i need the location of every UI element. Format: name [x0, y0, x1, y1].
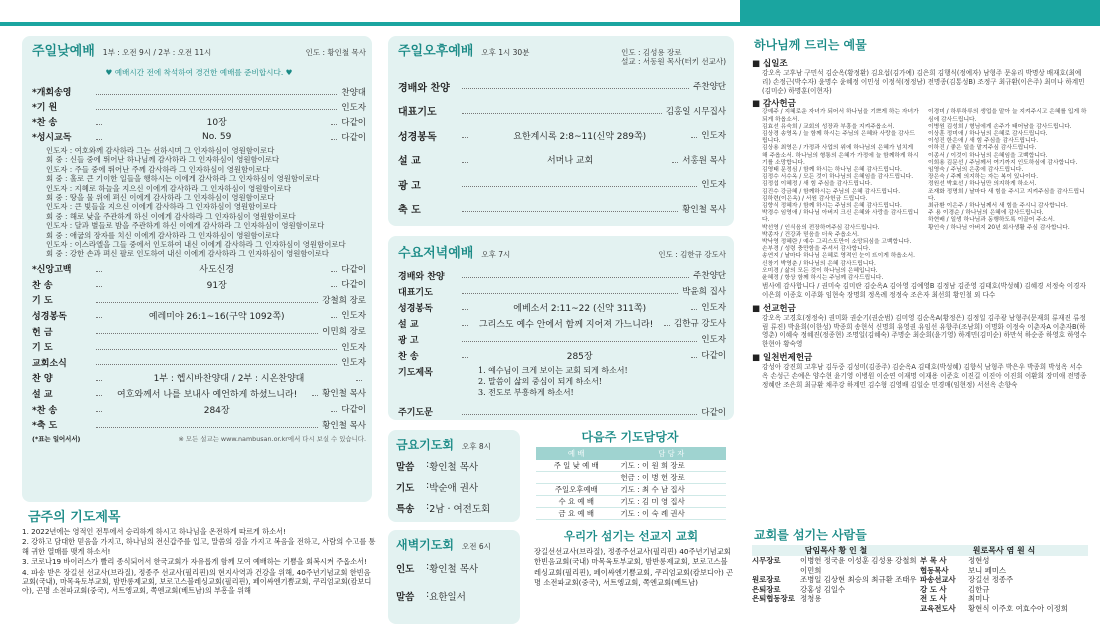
- servant-role: 은퇴협동장로: [752, 594, 795, 604]
- program-label: 찬 송: [32, 280, 53, 291]
- missions: [528, 528, 734, 589]
- thanks-entry: 김정수 서수옥 / 모든 것이 하나님의 은혜임을 감사드립니다.: [762, 174, 914, 181]
- thanks-entry: 조재화 정명희 / 날마다 새 힘을 주시고 지켜주심을 감사드립니다.: [928, 188, 1085, 202]
- prayer-topic-item: 2. 강하고 담대한 믿음을 가지고, 하나님의 전신갑주를 입고, 말씀의 검을 가지고 복음을 전하고, 사람의 수고를 통해 귀한 열매를 맺게 하소서!: [22, 537, 376, 556]
- responsive-reading-line: 인도자 : 이스라엘을 그들 중에서 인도하여 내신 이에게 감사하라 그 인자하심이 영원함이로다: [46, 240, 346, 250]
- missions-title: 우리가 섬기는 선교지 교회: [563, 529, 699, 543]
- program-person: 인도자: [701, 180, 726, 191]
- prayer-topic-item: 4. 파송 받은 장길선 선교사(브라질), 정종주 선교사(필리핀)의 현지사역과 건강을 위해, 40주년기념교회 한빈음교회(국내), 마목육토부교회, 밤반롱제교회, 보로고스블레싱교회(필리핀), 페이싸엔기쁨교회, 쿠리엄교회(캄보디아), 곤명 소전파교회(중국), 서트엥교회, 쪽엔교회(베트남)의 부흥을 위해: [22, 567, 372, 596]
- program-label: 교회소식: [32, 358, 67, 369]
- program-person: 인도자: [701, 303, 726, 313]
- program-content: 10장: [206, 118, 227, 128]
- program-label: 경배와 찬양: [398, 82, 450, 94]
- program-content: 서머나 교회: [546, 156, 594, 167]
- responsive-reading-line: 인도자 : 지혜로 하늘을 지으신 이에게 감사하라 그 인자하심이 영원함이로다: [46, 183, 291, 193]
- sunday-pm-sermon: 설교 : 서동원 목사(터키 선교사): [621, 57, 726, 66]
- emeritus-pastor: 원로목사 염 원 식: [972, 546, 1036, 555]
- thanks-entry: 박낙영 정혜란 / 예수 그리스도만이 소망되심을 고백합니다.: [762, 239, 912, 246]
- wednesday-prayer-item: 3. 전도로 부흥하게 하소서!: [478, 388, 574, 397]
- thanks-entry: 송연지 / 날마다 하나님 은혜로 영적인 눈이 뜨이게 하옵소서.: [762, 253, 915, 260]
- service-row: 말씀 : 요한일서: [396, 589, 516, 617]
- sunday-notice: ♥ 예배시간 전에 착석하여 경건한 예배를 준비합시다. ♥: [105, 68, 293, 77]
- servant-names: 정청용: [800, 594, 822, 604]
- next-week-cell: 금 요 예 배: [536, 508, 617, 520]
- program-content: 요한계시록 2:8~11(신약 289쪽): [513, 131, 647, 142]
- thanks-entry: 손부경 / 성령 충만함을 주셔서 감사합니다.: [762, 246, 871, 253]
- next-week-title: 다음주 기도담당자: [581, 430, 679, 444]
- program-label: *축 도: [32, 421, 58, 432]
- program-person: 서홍원 목사: [682, 155, 726, 166]
- servant-row: [920, 566, 1088, 576]
- sunday-title: 주일낮예배: [32, 44, 95, 59]
- service-row-label: 특송: [396, 504, 415, 515]
- thanks-entry: 김하련(이은옥) / 서원 감사헌금 드립니다.: [762, 195, 868, 202]
- program-row: [398, 123, 726, 148]
- program-row: [32, 354, 366, 370]
- next-week-cell: 기도 : 김 미 영 집사: [617, 496, 727, 508]
- program-person: 인도자: [701, 131, 726, 142]
- program-row: [32, 114, 366, 129]
- thanks-entry: 이종서 / 이것이 하나님의 은혜임을 고백합니다.: [928, 152, 1048, 159]
- responsive-reading-line: 회 중 : 애굽의 장자를 치신 이에게 감사하라 그 인자하심이 영원함이로다: [46, 230, 280, 240]
- responsive-reading-line: 인도자 : 주들 중에 뛰어난 주께 감사하라 그 인자하심이 영원함이로다: [46, 164, 270, 174]
- thanks-after: 범사에 감사합니다 / 권미숙 김미란 김순옥A 김아영 김예영B 김정남 김준영 김태호(박성혜) 김혜경 서정숙 이경자 이은희 이종호 이주화 임현숙 장명희 정옥례 정정숙 조은자 최선희 황인철 외 다수: [762, 282, 1086, 300]
- program-person: 황인철 목사: [322, 420, 366, 431]
- service-row-label: 기도: [396, 483, 415, 494]
- thanks-entry: 하현배 / 일생 하나님과 동행하도록 이끌어 주소서.: [928, 217, 1055, 224]
- program-person: 황인철 목사: [322, 389, 366, 400]
- program-content: 에베소서 2:11~22 (신약 311쪽): [513, 303, 647, 314]
- thanks-entry: 김향식 정혜자 / 함께 하시는 주님의 은혜 감사드립니다.: [762, 203, 902, 210]
- program-label: 헌 금: [32, 327, 53, 338]
- thousand-offering-names: 강성아 강진희 고후남 김두중 김성미(김종주) 김순옥A 김태호(박성혜) 김향식 남형주 박은우 박종희 박성옥 서수옥 손성근 손예은 양수현 윤기영 이병원 이순연 이재명 이재용 이준호 이진길 이진아 이진희 이환희 장미애 전명종 정혜란 조은희 최규환 채주강 하계민 김수형 김영배 김일순 민경매(임현정) 서선옥 손향숙: [762, 363, 1087, 389]
- program-person: 주찬양단: [693, 271, 726, 281]
- servant-row: [752, 575, 920, 585]
- sunday-pm-title: 주일오후예배: [398, 44, 474, 59]
- thanks-entry: 김영태 문정심 / 함께 하시는 하나님 은혜 감사드립니다.: [762, 167, 902, 174]
- program-label: 경배와 찬양: [398, 271, 445, 282]
- friday-title: 금요기도회: [396, 438, 454, 452]
- prayer-topics-title: 금주의 기도제목: [28, 510, 121, 525]
- next-week-cell: 주일오후예배: [536, 484, 617, 496]
- program-person: 주찬양단: [693, 82, 726, 93]
- servant-role: 원로장로: [752, 575, 781, 585]
- servant-row: [752, 585, 920, 595]
- program-person: 이민희 장로: [322, 327, 366, 338]
- thousand-offering-label: ■ 일천번제헌금: [752, 353, 813, 364]
- program-person: 김홍일 시무집사: [665, 106, 726, 117]
- servant-role: 은퇴장로: [752, 584, 781, 594]
- missions-text: 장길선선교사(브라질), 정종주선교사(필리핀) 40주년기념교회 한빈음교회(국내) 마목육토부교회, 밤반롱제교회, 보로고스블레싱교회(필리핀), 페이싸엔기쁨교회, 쿠리엄교회(캄보디아) 곤명 소전파교회(중국), 서트엥교회, 쪽엔교회(베트남): [534, 547, 734, 588]
- next-week-cell: 헌금 : 이 병 헌 장로: [617, 472, 727, 484]
- program-person: 인도자: [341, 102, 366, 113]
- friday-time: 오후 8시: [461, 442, 491, 451]
- next-week-header: 담 당 자: [617, 447, 727, 460]
- thanks-entry: 오미경 / 삶의 모든 것이 하나님의 은혜입니다.: [762, 267, 878, 274]
- service-row-label: 말씀: [396, 592, 415, 603]
- servant-names: 황현식 이주호 여효수아 이정희: [968, 603, 1068, 613]
- program-person: 찬양대: [341, 87, 366, 98]
- top-bar: [0, 0, 1100, 26]
- program-row: [398, 267, 726, 283]
- program-row: [32, 401, 366, 417]
- servant-names: 장길선 정종주: [968, 575, 1014, 585]
- program-label: 광 고: [398, 335, 419, 346]
- program-row: [32, 386, 366, 402]
- next-week-row: [536, 460, 726, 472]
- program-label: 광 고: [398, 180, 421, 192]
- program-label: *찬 송: [32, 118, 58, 128]
- program-row: [398, 347, 726, 363]
- servants-title: 교회를 섬기는 사람들: [754, 528, 867, 542]
- mission-offering-label: ■ 선교헌금: [752, 303, 796, 314]
- responsive-reading-line: 인도자 : 큰 빛들을 지으신 이에게 감사하라 그 인자하심이 영원함이로다: [46, 202, 277, 212]
- servant-names: 김한규: [968, 584, 990, 594]
- program-label: 기 도: [32, 296, 53, 307]
- next-week-row: [536, 496, 726, 508]
- servants: [752, 526, 1088, 614]
- service-row-value: 황인철 목사: [429, 462, 479, 473]
- servant-role: 파송선교사: [920, 575, 956, 585]
- wednesday-prayer-item: 2. 말씀이 삶의 중심이 되게 하소서!: [478, 377, 603, 386]
- wednesday-time: 오후 7시: [481, 250, 511, 259]
- program-content: 284장: [203, 405, 230, 416]
- program-row: [32, 339, 366, 355]
- thanks-entry: 주 용 이경순 / 하나님의 은혜에 감사드립니다.: [928, 210, 1044, 217]
- servant-role: 협동목사: [920, 565, 949, 575]
- servant-row: [920, 575, 1088, 585]
- prayer-topics: [22, 506, 377, 597]
- responsive-reading-line: 회 중 : 홀로 큰 기이한 일들을 행하시는 이에게 감사하라 그 인자하심이 영원함이로다: [46, 174, 320, 184]
- program-row: [32, 99, 366, 114]
- program-row: [398, 315, 726, 331]
- program-content: 여호와께서 나를 보내사 예언하게 하셨느니라!: [116, 389, 298, 400]
- sermon-url-note: ※ 모든 설교는 www.nambusan.or.kr에서 다시 보실 수 있습니다.: [178, 435, 366, 444]
- service-row-value: 황인철 목사: [429, 564, 479, 575]
- program-label: *개회송영: [32, 88, 72, 98]
- program-row: [32, 370, 366, 386]
- thanks-entry: 이희용 김문선 / 주님께서 여기까지 인도하심에 감사합니다.: [928, 159, 1078, 166]
- service-row-value: 2남 · 여전도회: [429, 504, 491, 515]
- program-label: 찬 양: [32, 374, 53, 385]
- service-row: 특송 : 2남 · 여전도회: [396, 501, 516, 522]
- program-person: 인도자: [341, 342, 366, 353]
- dawn-time: 오전 6시: [461, 542, 491, 551]
- service-row-label: 인도: [396, 564, 415, 575]
- sunday-pm-service: [388, 40, 734, 221]
- thanks-entry: 강예주 / 지혜로운 자녀가 되어서 하나님을 기쁘게 하는 자녀가 되게 하옵소서.: [762, 109, 919, 123]
- offerings: [752, 36, 1088, 389]
- wednesday-prayer-label: 기도제목: [398, 368, 433, 378]
- thanks-entry: 이경미 / 하루하루의 생업을 맡아 늘 지켜주시고 은혜를 입게 하심에 감사드립니다.: [928, 109, 1087, 123]
- responsive-reading-line: 인도자 : 달과 별들로 밤을 주관하게 하신 이에게 감사하라 그 인자하심이 영원함이로다: [46, 221, 325, 231]
- senior-pastor: 담임목사 황 인 철: [804, 546, 868, 555]
- service-row-label: 말씀: [396, 462, 415, 473]
- program-row: [398, 99, 726, 124]
- sunday-service: [22, 40, 372, 443]
- thanks-entry: 이성진 한은애 / 새 힘 주심을 감사드립니다.: [928, 138, 1039, 145]
- program-person: 다같이: [341, 264, 366, 275]
- thanks-entry: 최규환 이은주 / 하나님께서 새 힘을 주시니 감사합니다.: [928, 203, 1068, 210]
- sunday-leader: 인도 : 황인철 목사: [305, 48, 366, 57]
- mission-offering-names: 강오옥 고경호(정정숙) 권미화 권순기(권순범) 김미영 김순옥A(황정은) 김정일 김주광 남형주(문재희 류재진 류정림 류진) 박윤희(이한성) 박종희 송현석 신명희 유영권 유임선 유향주(조남희) 이명화 이정숙 이춘자A 이춘자B(하영춘) 이혜숙 정혜진(정종현) 조명일(김혜숙) 주명순 최순희(윤기영) 하계민(김미순) 하만석 하순종 하영호 하영수 한현아 황숙영: [762, 313, 1087, 349]
- next-week-header: 예 배: [536, 447, 617, 460]
- program-row: [32, 276, 366, 292]
- program-label: 설 교: [398, 156, 421, 168]
- program-row: [32, 84, 366, 99]
- dawn-title: 새벽기도회: [396, 538, 454, 552]
- thanks-entry: 박종자 / 건강과 믿음을 더욱 주옵소서.: [762, 231, 860, 238]
- program-person: 인도자: [341, 311, 366, 322]
- program-row: [398, 331, 726, 347]
- program-label: 성경봉독: [398, 131, 437, 143]
- tithe-label: ■ 십일조: [752, 59, 788, 69]
- program-row: [398, 283, 726, 299]
- next-week: [528, 428, 732, 520]
- thanks-entry: 임영숙 / 주님의 은총에 감사드립니다.: [928, 167, 1024, 174]
- thanks-entry: 김진수 강금혜 / 함께하시는 주님의 은혜 감사드립니다.: [762, 188, 901, 195]
- next-week-row: [536, 472, 726, 484]
- program-label: 기 도: [32, 343, 53, 354]
- program-person: 박윤희 집사: [682, 287, 726, 297]
- program-person: 김한규 강도사: [674, 319, 726, 329]
- program-label: 대표기도: [398, 287, 433, 298]
- thanks-entry: 박선영 / 인식음의 전장하여주심 감사드립니다.: [762, 224, 880, 231]
- program-row: [398, 172, 726, 197]
- wednesday-title: 수요저녁예배: [398, 246, 474, 261]
- program-label: 찬 송: [398, 351, 419, 362]
- next-week-cell: 기도 : 최 수 남 집사: [617, 484, 727, 496]
- program-content: 예레미야 26:1~16(구약 1092쪽): [148, 311, 285, 322]
- servant-row: [752, 594, 920, 604]
- program-label: *찬 송: [32, 405, 58, 416]
- thanks-entry: 김상경 송영옥 / 늘 함께 하시는 주님의 은혜와 사랑을 감사드립니다.: [762, 131, 915, 145]
- service-row-value: 박순애 권사: [429, 483, 479, 494]
- service-row: 인도 : 황인철 목사: [396, 561, 516, 589]
- program-label: *기 원: [32, 103, 58, 113]
- program-row: [32, 308, 366, 324]
- program-row: [32, 417, 366, 433]
- wednesday-service: [388, 242, 734, 419]
- service-row: 기도 : 박순애 권사: [396, 480, 516, 501]
- program-row: [398, 148, 726, 173]
- program-person: 다같이: [701, 351, 726, 361]
- thanks-entry: 김상용 최영은 / 가정과 사업의 위에 하나님의 은혜가 넘치게 해 주옵소서. 하나님의 형통의 은혜가 가정에 늘 함께하게 하시기를 소망합니다.: [762, 145, 919, 166]
- sunday-time: 1부 : 오전 9시 / 2부 : 오전 11시: [102, 48, 212, 57]
- servant-role: 교육전도사: [920, 603, 956, 613]
- service-row: 말씀 : 황인철 목사: [396, 459, 516, 480]
- next-week-cell: 기도 : 이 숙 례 권사: [617, 508, 727, 520]
- program-label: 대표기도: [398, 107, 437, 119]
- thanks-label: ■ 감사헌금: [752, 99, 796, 110]
- program-content: 사도신경: [199, 265, 235, 276]
- thanks-entry: 윤혜정 / 항상 함께 하시는 주님께 감사드립니다.: [762, 275, 884, 282]
- program-person: 황인철 목사: [682, 204, 726, 215]
- program-content: 그리스도 예수 안에서 함께 지어져 가느니라!: [478, 319, 654, 330]
- servant-row: [920, 585, 1088, 595]
- sunday-pm-leader: 인도 : 김성용 장로: [621, 48, 682, 57]
- servant-row: [920, 594, 1088, 604]
- program-person: 다같이: [341, 132, 366, 143]
- next-week-table: [536, 447, 726, 520]
- prayer-topic-item: 3. 코로나19 바이러스가 빨리 종식되어서 한국교회가 자유롭게 함께 모여 예배하는 기쁨을 회복시켜 주옵소서!: [22, 557, 367, 567]
- responsive-reading-line: 회 중 : 해로 낮을 주관하게 하신 이에게 감사하라 그 인자하심이 영원함이로다: [46, 211, 296, 221]
- program-label: 설 교: [398, 319, 419, 330]
- servant-names: 이병헌 정국윤 이성훈 김성용 강철희 이민희: [800, 556, 917, 575]
- thanks-entry: 박경수 임영애 / 하나님 아버지 크신 은혜와 사랑을 감사드립니다.: [762, 210, 919, 224]
- thanks-entry: 장은숙 / 주께 의지하는 자는 복이 있나이다.: [928, 174, 1039, 181]
- thanks-entry: 김효선 유숙희 / 교회의 성장과 부흥을 지켜주옵소서.: [762, 123, 895, 130]
- servant-role: 강 도 사: [920, 584, 947, 594]
- dawn-service: [396, 536, 516, 617]
- program-person: 인도자: [701, 335, 726, 345]
- thanks-entry: 이병원 김성희 / 형님에게 손주가 태어남을 감사드립니다.: [928, 123, 1072, 130]
- thanks-entry: 정원선 박효선 / 하나님만 의지하게 하소서.: [928, 181, 1037, 188]
- wednesday-prayer-item: 1. 예수님이 크게 보이는 교회 되게 하소서!: [478, 366, 628, 375]
- wednesday-leader: 인도 : 김한규 강도사: [658, 250, 726, 259]
- program-row: [32, 323, 366, 339]
- offerings-title: 하나님께 드리는 예물: [754, 38, 867, 52]
- thanks-entry: 이하진 / 좋은 일을 맡겨주심 감사드립니다.: [928, 145, 1037, 152]
- responsive-reading-line: 회 중 : 신들 중에 뛰어난 하나님께 감사하라 그 인자하심이 영원함이로다: [46, 155, 280, 165]
- next-week-cell: 수 요 예 배: [536, 496, 617, 508]
- next-week-cell: 주 일 낮 예 배: [536, 460, 617, 472]
- servant-names: 최미나: [968, 594, 990, 604]
- servant-names: 보니 페미스: [968, 565, 1007, 575]
- program-content: 285장: [566, 351, 593, 362]
- program-row: [398, 299, 726, 315]
- program-person: 강철희 장로: [322, 295, 366, 306]
- program-person: 다같이: [341, 117, 366, 128]
- servant-names: 조병일 김상현 최승의 최규환 조태우: [800, 575, 917, 585]
- next-week-row: [536, 508, 726, 520]
- program-person: 다같이: [341, 280, 366, 291]
- program-person: 다같이: [341, 405, 366, 416]
- next-week-cell: 기도 : 이 원 희 장로: [617, 460, 727, 472]
- program-row: [32, 129, 366, 144]
- program-person: 인도자: [341, 358, 366, 369]
- standing-note: (*표는 일어서서): [32, 435, 81, 444]
- program-row: [32, 292, 366, 308]
- lord-prayer-right: 다같이: [701, 407, 726, 418]
- thanks-entry: 황인숙 / 하나님 아버지 20년 회사생활 주심 감사합니다.: [928, 224, 1070, 231]
- servant-row: [920, 556, 1088, 566]
- sunday-pm-time: 오후 1시 30분: [481, 48, 530, 57]
- responsive-reading-line: 인도자 : 여호와께 감사하라 그는 선하시며 그 인자하심이 영원함이로다: [46, 146, 275, 155]
- servant-role: 시무장로: [752, 556, 781, 565]
- next-week-cell: [536, 472, 617, 484]
- program-content: 1부 : 헵시바찬양대 / 2부 : 시온찬양대: [153, 374, 305, 385]
- program-content: No. 59: [202, 131, 232, 142]
- responsive-reading-line: 회 중 : 땅을 물 위에 펴신 이에게 감사하라 그 인자하심이 영원함이로다: [46, 193, 275, 203]
- service-row-value: 요한일서: [429, 592, 466, 603]
- program-row: [32, 261, 366, 277]
- servant-names: 강홍성 김일수: [800, 584, 846, 594]
- program-label: 축 도: [398, 205, 421, 217]
- tithe-names: 강오옥 고후남 구민석 김순옥(황정환) 김요섭(김가예) 김은희 김행식(정예자) 남형주 문유리 박명상 배재호(최예리) 손정근(박수자) 윤명수 윤혜정 이민성 이정석(정정남) 전명종(김통성B) 조정구 최규환(이은주) 최미나 하계민(김미순) 하명훈(이현자): [762, 69, 1085, 95]
- program-row: [398, 197, 726, 222]
- program-label: 성경봉독: [32, 311, 67, 322]
- thanks-entry: 이상훈 정미애 / 하나님의 은혜로 감사드립니다.: [928, 131, 1048, 137]
- prayer-topic-item: 1. 2022년에는 영적인 전투에서 승리하게 하시고 하나님을 온전하게 따르게 하소서!: [22, 527, 286, 536]
- lord-prayer-label: 주기도문: [398, 408, 433, 418]
- thanks-entry: 신창기 박영춘 / 하나님의 은혜 감사드립니다.: [762, 260, 876, 267]
- servant-row: [920, 604, 1088, 614]
- servant-role: 부 목 사: [920, 556, 947, 565]
- program-content: 91장: [206, 280, 227, 291]
- program-row: [398, 74, 726, 99]
- responsive-reading-line: 회 중 : 강한 손과 펴신 팔로 인도하여 내신 이에게 감사하라 그 인자하심이 영원함이로다: [46, 249, 329, 259]
- servant-names: 정현성: [968, 556, 990, 565]
- thanks-entry: 김정섭 이혜정 / 새 힘 주심을 감사드립니다.: [762, 181, 873, 188]
- program-label: 성경봉독: [398, 303, 433, 314]
- friday-service: [396, 436, 516, 522]
- program-label: *성시교독: [32, 133, 72, 143]
- program-label: *신앙고백: [32, 265, 72, 276]
- servant-role: 전 도 사: [920, 594, 947, 604]
- next-week-row: [536, 484, 726, 496]
- program-label: 설 교: [32, 389, 53, 400]
- servant-row: [752, 556, 920, 575]
